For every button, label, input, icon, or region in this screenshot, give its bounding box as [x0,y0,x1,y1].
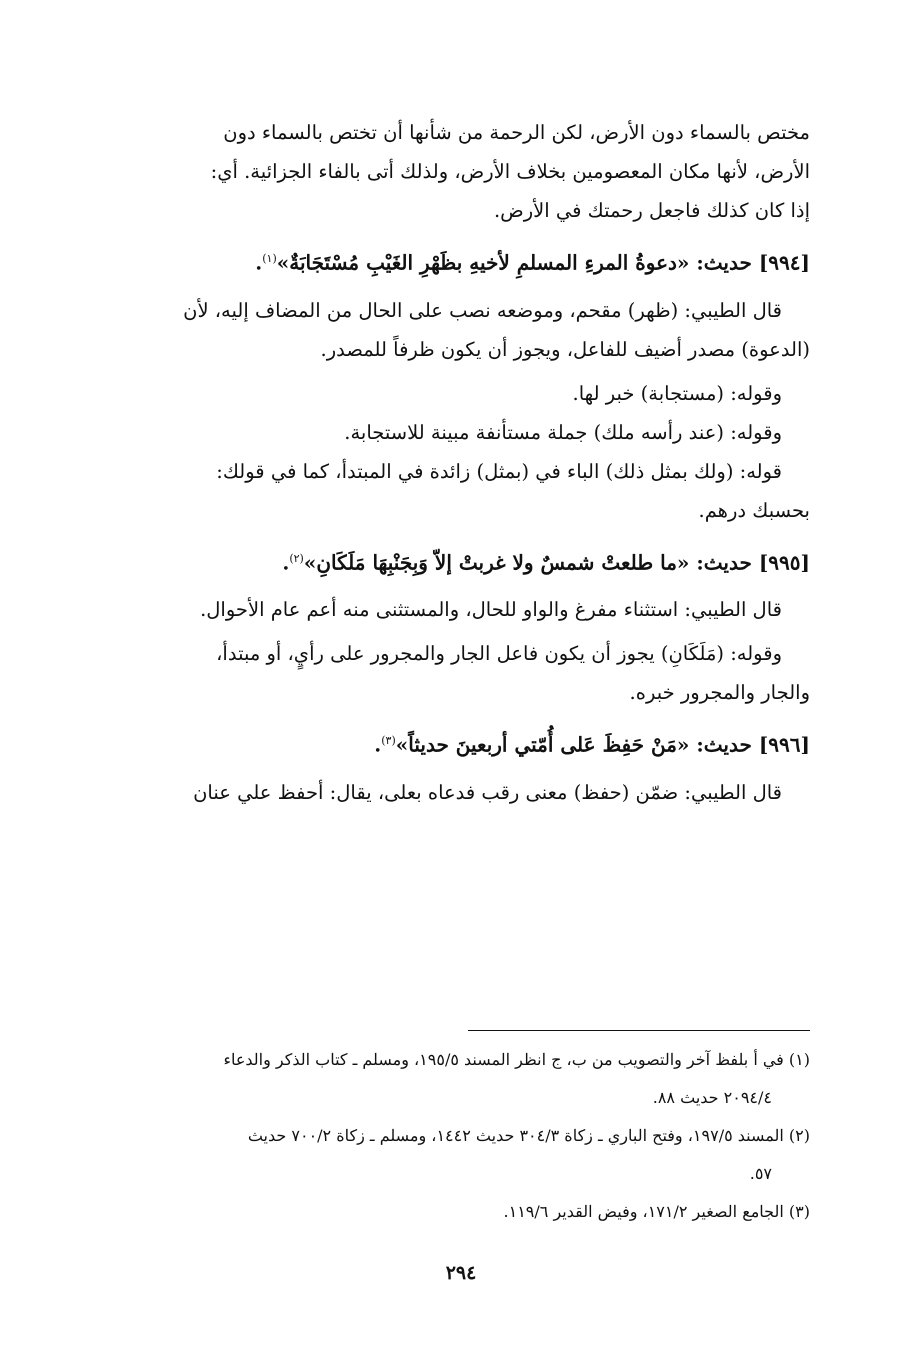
footnote-2 [110,1124,810,1186]
hadith-heading-994: [٩٩٤] حديث: «دعوةُ المرءِ المسلمِ لأخيهِ بظَهْرِ الغَيْبِ مُسْتَجَابَةٌ»$^{(١)}$. [255,250,810,275]
commentary-line: قال الطيبي: استثناء مفرغ والواو للحال، والمستثنى منه أعم عام الأحوال. [200,598,782,622]
main-text [110,118,810,808]
hadith-text: «دعوةُ المرءِ المسلمِ لأخيهِ بظَهْرِ الغَيْبِ مُسْتَجَابَةٌ» [276,250,690,275]
footnote-line: (٢) المسند ١٩٧/٥، وفتح الباري ـ زكاة ٣٠٤/٣ حديث ١٤٤٢، ومسلم ـ زكاة ٧٠٠/٢ حديث [247,1126,810,1145]
hadith-number: [٩٩٦] [758,732,810,757]
commentary-paragraph [110,296,810,365]
footnote-line: (١) في أ بلفظ آخر والتصويب من ب، ج انظر المسند ١٩٥/٥، ومسلم ـ كتاب الذكر والدعاء [223,1050,810,1069]
footnote-divider [468,1030,810,1031]
footnote-ref: (٣) [381,734,396,748]
hadith-text: «مَنْ حَفِظَ عَلى أُمّتي أربعينَ حديثاً» [395,732,690,757]
text-line: وقوله: (مَلَكَانِ) يجوز أن يكون فاعل الجار والمجرور على رأيٍ، أو مبتدأ، [216,642,782,666]
footnote-3 [110,1200,810,1224]
commentary-paragraph [110,639,810,708]
commentary-line: وقوله: (عند رأسه ملك) جملة مستأنفة مبينة للاستجابة. [344,420,782,444]
hadith-heading-995: [٩٩٥] حديث: «ما طلعتْ شمسٌ ولا غربتْ إلاّ وَبِجَنْبِهَا مَلَكَانِ»$^{(٢)}$. [282,550,810,575]
footnotes [110,1048,810,1238]
hadith-label: حديث: [696,732,752,757]
text-line: (الدعوة) مصدر أضيف للفاعل، ويجوز أن يكون ظرفاً للمصدر. [320,337,810,361]
text-line: والجار والمجرور خبره. [629,681,810,705]
hadith-heading-996: [٩٩٦] حديث: «مَنْ حَفِظَ عَلى أُمّتي أربعينَ حديثاً»$^{(٣)}$. [374,732,810,757]
hadith-label: حديث: [696,250,752,275]
footnote-ref: (١) [262,252,277,265]
text-line: بحسبك درهم. [698,498,810,522]
text-line: الأرض، لأنها مكان المعصومين بخلاف الأرض، ولذلك أتى بالفاء الجزائية. أي: [210,160,810,183]
footnote-line: ٥٧. [749,1164,772,1183]
commentary-paragraph [110,457,810,526]
page-number: ٢٩٤ [445,1262,477,1284]
footnote-line: (٣) الجامع الصغير ١٧١/٢، وفيض القدير ١١٩/٦. [503,1202,810,1221]
footnote-line: ٢٠٩٤/٤ حديث ٨٨. [652,1088,772,1107]
hadith-number: [٩٩٥] [758,550,810,575]
footnote-ref: (٢) [289,551,304,565]
text-line: قال الطيبي: (ظهر) مقحم، وموضعه نصب على الحال من المضاف إليه، لأن [183,298,782,322]
text-line: إذا كان كذلك فاجعل رحمتك في الأرض. [493,199,810,222]
hadith-number: [٩٩٤] [758,250,810,275]
intro-paragraph [110,118,810,226]
hadith-label: حديث: [696,550,752,575]
hadith-text: «ما طلعتْ شمسٌ ولا غربتْ إلاّ وَبِجَنْبِهَا مَلَكَانِ» [303,550,690,575]
text-line: مختص بالسماء دون الأرض، لكن الرحمة من شأنها أن تختص بالسماء دون [223,121,810,144]
text-line: قوله: (ولك بمثل ذلك) الباء في (بمثل) زائدة في المبتدأ، كما في قولك: [216,459,782,483]
commentary-line: قال الطيبي: ضمّن (حفظ) معنى رقب فدعاه بعلى، يقال: أحفظ علي عنان [193,780,782,804]
commentary-line: وقوله: (مستجابة) خبر لها. [572,381,782,405]
footnote-1 [110,1048,810,1110]
